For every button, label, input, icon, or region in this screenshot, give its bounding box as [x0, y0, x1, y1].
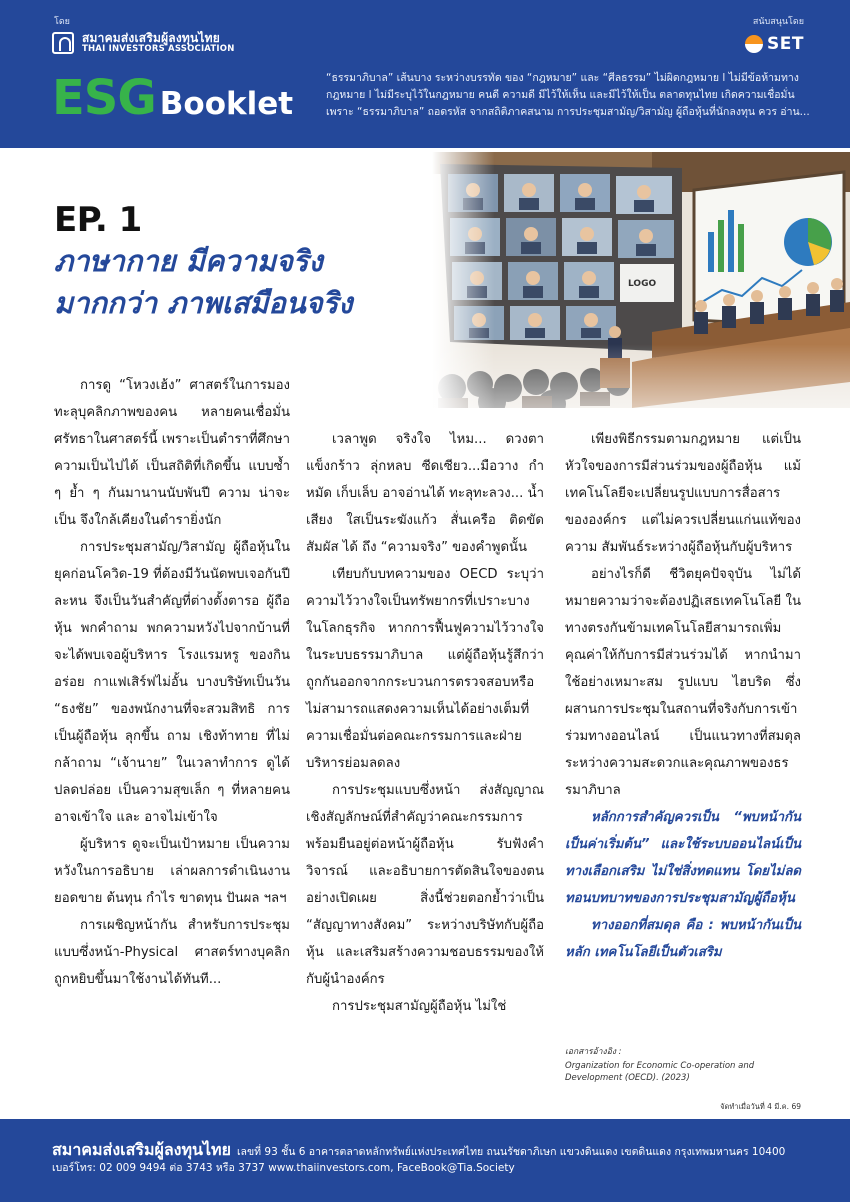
article-column-3 — [565, 426, 801, 966]
org-name-en: THAI INVESTORS ASSOCIATION — [82, 44, 235, 55]
updated-date: จัดทำเมื่อวันที่ 4 มี.ค. 69 — [720, 1102, 801, 1111]
set-logo[interactable] — [745, 34, 804, 54]
headline — [54, 240, 352, 324]
meeting-illustration — [432, 152, 850, 408]
episode-title: EP. 1 — [54, 200, 142, 240]
references-label: เอกสารอ้างอิง : — [565, 1047, 622, 1057]
paragraph: เทียบกับบทความของ OECD ระบุว่า ความไว้วางใจเป็นทรัพยากรที่เปราะบางในโลกธุรกิจ หากการฟื้นฟูความไว้วางใจในระบบธรรมาภิบาล แต่ผู้ถือหุ้นรู้สึกว่าถูกกันออกจากกระบวนการตรวจสอบหรือไม่สามารถแสดงความเห็นได้อย่างเต็มที่ ความเชื่อมั่นต่อคณะกรรมการและฝ่ายบริหารย่อมลดลง — [306, 567, 544, 771]
paragraph: การประชุมสามัญ/วิสามัญ ผู้ถือหุ้นในยุคก่อนโควิด-19 ที่ต้องมีวันนัดพบเจอกันปีละหน จึงเป็นวันสำคัญที่ต่างตั้งตารอ ผู้ถือหุ้น พกคำถาม พกความหวังไปจากบ้านที่จะได้พบเจอผู้บริหาร โรงแรมหรู ของกินอร่อย กาแฟเสิร์ฟไม่อั้น บางบริษัทเป็นวัน “ธงชัย” ของพนักงานที่จะสวมสิทธิ การเป็นผู้ถือหุ้น ลุกขึ้น ถาม เชิงท้าทาย ที่ไม่กล้าถาม “เจ้านาย” ในเวลาทำการ ดูได้ปลดปล่อย เป็นความสุขเล็ก ๆ ที่หลายคนอาจเข้าใจ และ อาจไม่เข้าใจ — [54, 540, 290, 825]
tia-emblem-icon — [52, 32, 74, 54]
headline-line-1: ภาษากาย มีความจริง — [54, 244, 323, 278]
header-banner — [0, 0, 850, 148]
paragraph: เพียงพิธีกรรมตามกฎหมาย แต่เป็นหัวใจของการมีส่วนร่วมของผู้ถือหุ้น แม้เทคโนโลยีจะเปลี่ยนรูปแบบการสื่อสารขององค์กร แต่ไม่ควรเปลี่ยนแก่นแท้ของความ สัมพันธ์ระหว่างผู้ถือหุ้นกับผู้บริหาร — [565, 432, 801, 555]
paragraph: การดู “โหวงเฮ้ง” ศาสตร์ในการมองทะลุบุคลิกภาพของคน หลายคนเชื่อมั่น ศรัทธาในศาสตร์นี้ เพราะเป็นตำราที่ศึกษาความเป็นไปได้ เป็นสถิติที่เกิดขึ้น แบบซ้ำ ๆ ย้ำ ๆ กันมานานนับพันปี ความ น่าจะเป็น จึงใกล้เคียงในตำรายิ่งนัก — [54, 378, 291, 528]
sponsor-label: สนับสนุนโดย — [752, 17, 804, 27]
org-name-th: สมาคมส่งเสริมผู้ลงทุนไทย — [82, 31, 221, 45]
references — [565, 1046, 801, 1084]
set-text: SET — [767, 34, 804, 54]
brand-esg: ESG — [52, 70, 156, 126]
article-column-1 — [54, 372, 290, 993]
paragraph: อย่างไรก็ดี ชีวิตยุคปัจจุบัน ไม่ได้หมายความว่าจะต้องปฏิเสธเทคโนโลยี ในทางตรงกันข้ามเทคโนโลยีสามารถเพิ่มคุณค่าให้กับการมีส่วนร่วมได้ หากนำมาใช้อย่างเหมาะสม รูปแบบ ไฮบริด ซึ่งผสานการประชุมในสถานที่จริงกับการเข้าร่วมทางออนไลน์ เป็นแนวทางที่สมดุลระหว่างความสะดวกและคุณภาพของธรรมาภิบาล — [565, 567, 801, 798]
footer-org-name: สมาคมส่งเสริมผู้ลงทุนไทย — [52, 1140, 231, 1159]
highlight-principle: หลักการสำคัญควรเป็น “พบหน้ากันเป็นค่าเริ่มต้น” และใช้ระบบออนไลน์เป็นทางเลือกเสริม ไม่ใช่สิ่งทดแทน โดยไม่ลดทอนบทบาทของการประชุมสามัญผู้ถือหุ้น — [565, 810, 801, 906]
footer — [0, 1119, 850, 1202]
headline-line-2: มากกว่า ภาพเสมือนจริง — [54, 286, 353, 320]
esg-booklet-brand — [52, 70, 294, 126]
set-ball-icon — [745, 35, 763, 53]
footer-address: เลขที่ 93 ชั้น 6 อาคารตลาดหลักทรัพย์แห่งประเทศไทย ถนนรัชดาภิเษก แขวงดินแดง เขตดินแดง กรุงเทพมหานคร 10400 — [236, 1146, 786, 1158]
footer-contact[interactable]: เบอร์โทร: 02 009 9494 ต่อ 3743 หรือ 3737 www.thaiinvestors.com, FaceBook@Tia.Society — [52, 1162, 515, 1174]
paragraph: ผู้บริหาร ดูจะเป็นเป้าหมาย เป็นความหวังในการอธิบาย เล่าผลการดำเนินงาน ยอดขาย ต้นทุน กำไร ขาดทุน ปันผล ฯลฯ — [54, 837, 290, 906]
paragraph: การประชุมสามัญผู้ถือหุ้น ไม่ใช่ — [332, 999, 507, 1014]
references-text: Organization for Economic Co-operation and Development (OECD). (2023) — [565, 1061, 755, 1083]
brand-booklet: Booklet — [159, 86, 294, 122]
by-label: โดย — [54, 17, 70, 27]
paragraph: เวลาพูด จริงใจ ไหม... ดวงตาแข็งกร้าว ลุ่กหลบ ซีดเซียว...มือวาง กำหมัด เก็บเล็บ อาจอ่านได้ ทะลุทะลวง... น้ำเสียง ใสเป็นระฆังแก้ว สั่นเครือ ติดขัด สัมผัส ได้ ถึง “ความจริง” ของคำพูดนั้น — [306, 432, 544, 555]
paragraph: การประชุมแบบซึ่งหน้า ส่งสัญญาณเชิงสัญลักษณ์ที่สำคัญว่าคณะกรรมการพร้อมยืนอยู่ต่อหน้าผู้ถือหุ้น รับฟังคำวิจารณ์ และอธิบายการตัดสินใจของตนอย่างเปิดเผย สิ่งนี้ช่วยตอกย้ำว่าเป็น “สัญญาทางสังคม” ระหว่างบริษัทกับผู้ถือหุ้น และเสริมสร้างความชอบธรรมของให้กับผู้นำองค์กร — [306, 783, 544, 987]
paragraph: การเผชิญหน้ากัน สำหรับการประชุมแบบซึ่งหน้า-Physical ศาสตร์ทางบุคลิก ถูกหยิบขึ้นมาใช้งานได้ทันที... — [54, 918, 290, 987]
tia-logo[interactable] — [52, 32, 235, 55]
highlight-conclusion: ทางออกที่สมดุล คือ : พบหน้ากันเป็นหลัก เทคโนโลยีเป็นตัวเสริม — [565, 918, 801, 960]
article-column-2 — [306, 426, 544, 1020]
intro-text: “ธรรมาภิบาล” เส้นบาง ระหว่างบรรทัด ของ “กฎหมาย” และ “ศีลธรรม” ไม่ผิดกฎหมาย l ไม่มีข้อห้ามทางกฎหมาย l ไม่มีระบุไว้ในกฎหมาย คนดี ความดี มีไว้ให้เห็น และมีไว้ให้เป็น ตลาดทุนไทย เกิดความเชื่อมั่น เพราะ “ธรรมาภิบาล” ถอดรหัส จากสถิติภาคสนาม การประชุมสามัญ/วิสามัญ ผู้ถือหุ้นที่นักลงทุน ควร อ่าน... — [326, 72, 810, 118]
